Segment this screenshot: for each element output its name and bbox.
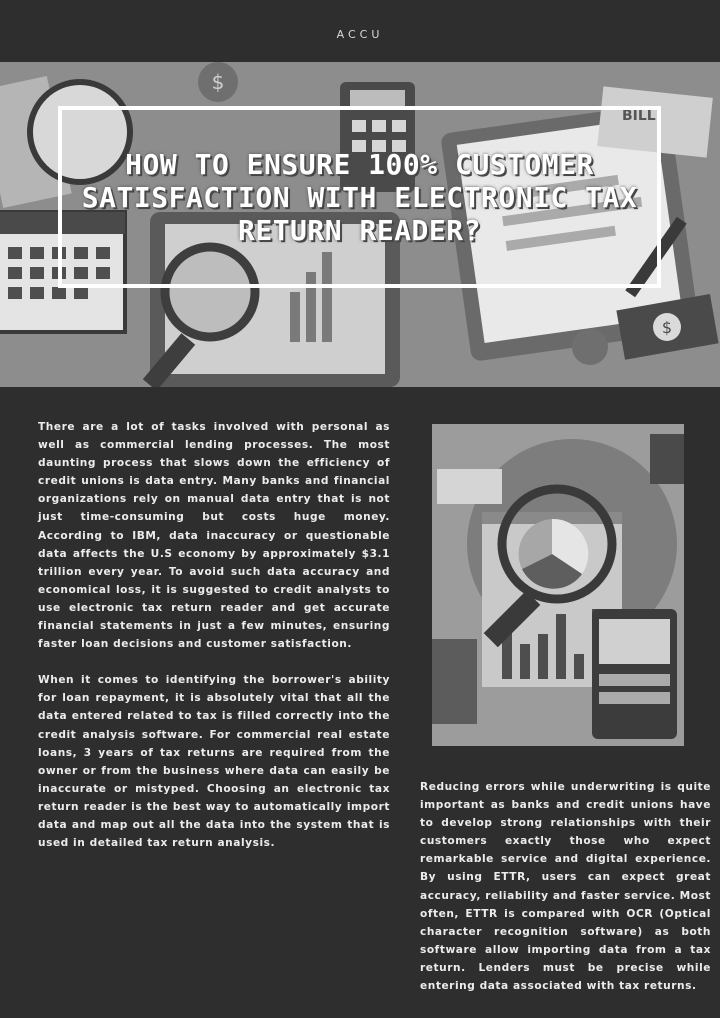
device-panel: [650, 434, 684, 484]
paragraph-intro: There are a lot of tasks involved with personal as well as commercial lending processes. The most daunting process that slows down the efficiency of credit unions is data entry. Many banks and financial organizations rely on manual data entry that is not just time-consuming but costs huge money. According to IBM, data inaccuracy or questionable data affects the U.S economy by approximately $3.1 trillion every year. To avoid such data accuracy and economical loss, it is suggested to credit analysts to use electronic tax return reader and get accurate financial statements in just a few minutes, ensuring faster loan decisions and customer satisfaction.: [38, 421, 390, 651]
laptop-device: [432, 639, 477, 724]
page-title: HOW TO ENSURE 100% CUSTOMER SATISFACTION WITH ELECTRONIC TAX RETURN READER?: [81, 147, 638, 247]
title-frame: [58, 106, 661, 288]
hero-banner: [0, 62, 720, 387]
paragraph-errors: Reducing errors while underwriting is quite important as banks and credit unions have to develop strong relationships with their customers exactly those who expect remarkable service and digital experience. By using ETTR, users can expect great accuracy, reliability and faster service. Most often, ETTR is compared with OCR (Optical character recognition software) as both software allow importing data from a tax return. Lenders must be precise while entering data associated with tax returns.: [420, 781, 711, 993]
analytics-photo: [432, 424, 684, 746]
paragraph-repayment: When it comes to identifying the borrower's ability for loan repayment, it is absolutely vital that all the data entered related to tax is filled correctly into the credit analysis software. For commercial real estate loans, 3 years of tax returns are required from the owner or from the business where data can easily be inaccurate or mistyped. Choosing an electronic tax return reader is the best way to automatically import data and map out all the data into the system that is used in detailed tax return analysis.: [38, 674, 390, 850]
speech-bubble: [437, 469, 502, 504]
brand-name: ACCU: [336, 28, 384, 41]
article-left-column: [38, 418, 390, 852]
svg-text:$: $: [211, 70, 225, 94]
coin-icon-bottom: [572, 329, 608, 365]
bill-label: BILL: [622, 108, 656, 124]
article-right-column: [420, 778, 711, 995]
svg-text:$: $: [661, 318, 673, 337]
